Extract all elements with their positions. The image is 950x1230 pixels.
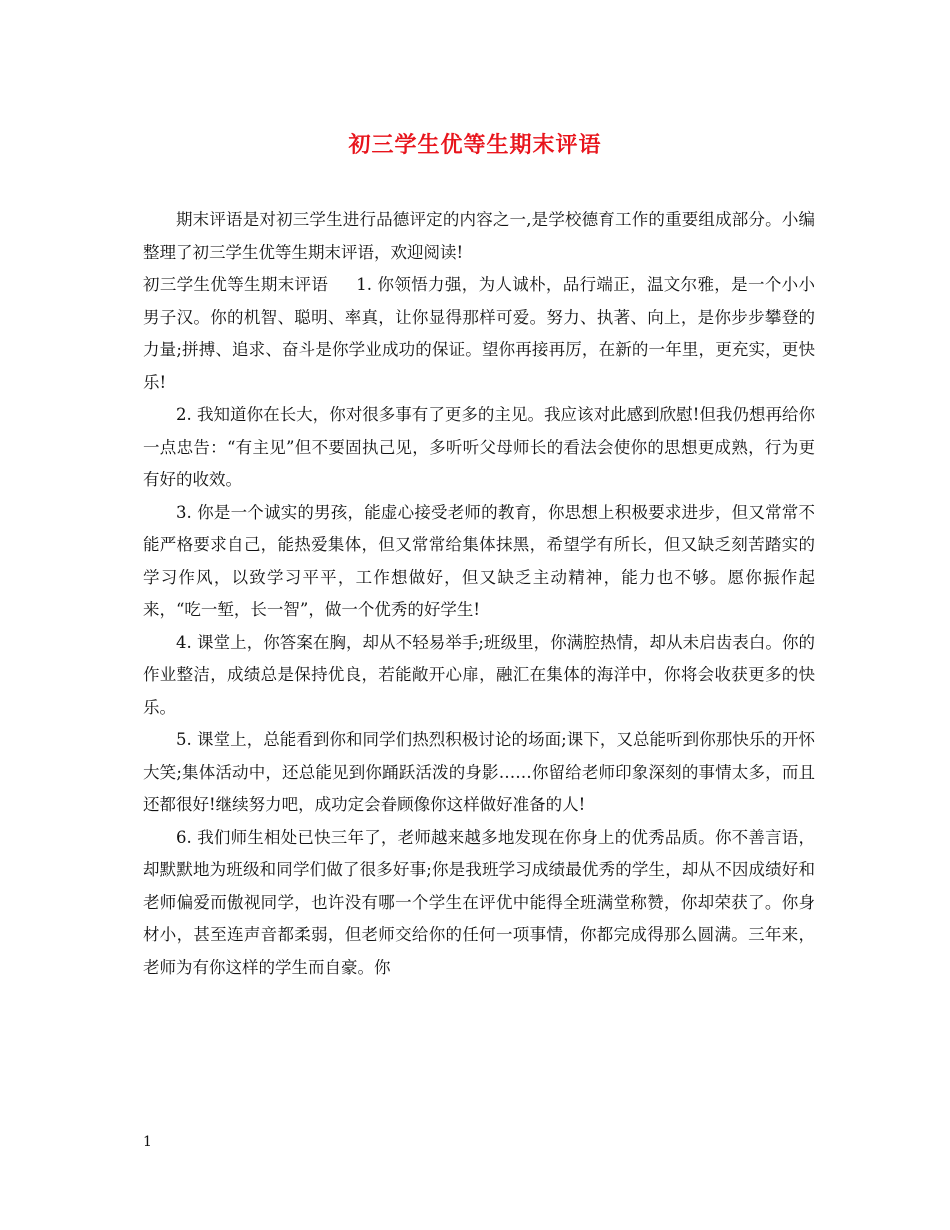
paragraph-6: 6. 我们师生相处已快三年了，老师越来越多地发现在你身上的优秀品质。你不善言语，却默默地为班级和同学们做了很多好事;你是我班学习成绩最优秀的学生，却从不因成绩好和老师偏爱而傲视同学，也许没有哪一个学生在评优中能得全班满堂称赞，你却荣获了。你身材小，甚至连声音都柔弱，但老师交给你的任何一项事情，你都完成得那么圆满。三年来，老师为有你这样的学生而自豪。你 <box>143 827 815 977</box>
paragraph-3: 3. 你是一个诚实的男孩，能虚心接受老师的教育，你思想上积极要求进步，但又常常不能严格要求自己，能热爱集体，但又常常给集体抹黑，希望学有所长，但又缺乏刻苦踏实的学习作风，以致学习平平，工作想做好，但又缺乏主动精神，能力也不够。愿你振作起来，“吃一堑，长一智”，做一个优秀的好学生! <box>143 502 815 619</box>
sub-heading: 初三学生优等生期末评语 <box>143 275 329 294</box>
page-number: 1 <box>143 1134 152 1150</box>
document-title: 初三学生优等生期末评语 <box>348 132 602 158</box>
intro-paragraph: 期末评语是对初三学生进行品德评定的内容之一,是学校德育工作的重要组成部分。小编整理了初三学生优等生期末评语，欢迎阅读! <box>143 210 815 262</box>
paragraph-5: 5. 课堂上，总能看到你和同学们热烈积极讨论的场面;课下，又总能听到你那快乐的开怀大笑;集体活动中，还总能见到你踊跃活泼的身影……你留给老师印象深刻的事情太多，而且还都很好!继续努力吧，成功定会眷顾像你这样做好准备的人! <box>143 730 815 814</box>
first-item-paragraph <box>143 269 815 399</box>
document-body <box>143 204 815 984</box>
paragraph-4: 4. 课堂上，你答案在胸，却从不轻易举手;班级里，你满腔热情，却从未启齿表白。你的作业整洁，成绩总是保持优良，若能敞开心扉，融汇在集体的海洋中，你将会收获更多的快乐。 <box>143 632 815 717</box>
paragraph-2: 2. 我知道你在长大，你对很多事有了更多的主见。我应该对此感到欣慰!但我仍想再给你一点忠告：“有主见”但不要固执己见，多听听父母师长的看法会使你的思想更成熟，行为更有好的收效。 <box>143 405 815 489</box>
paragraph-1-text: 1. 你领悟力强，为人诚朴，品行端正，温文尔雅，是一个小小男子汉。你的机智、聪明、率真，让你显得那样可爱。努力、执著、向上，是你步步攀登的力量;拼搏、追求、奋斗是你学业成功的保证。望你再接再厉，在新的一年里，更充实，更快乐! <box>143 275 815 392</box>
